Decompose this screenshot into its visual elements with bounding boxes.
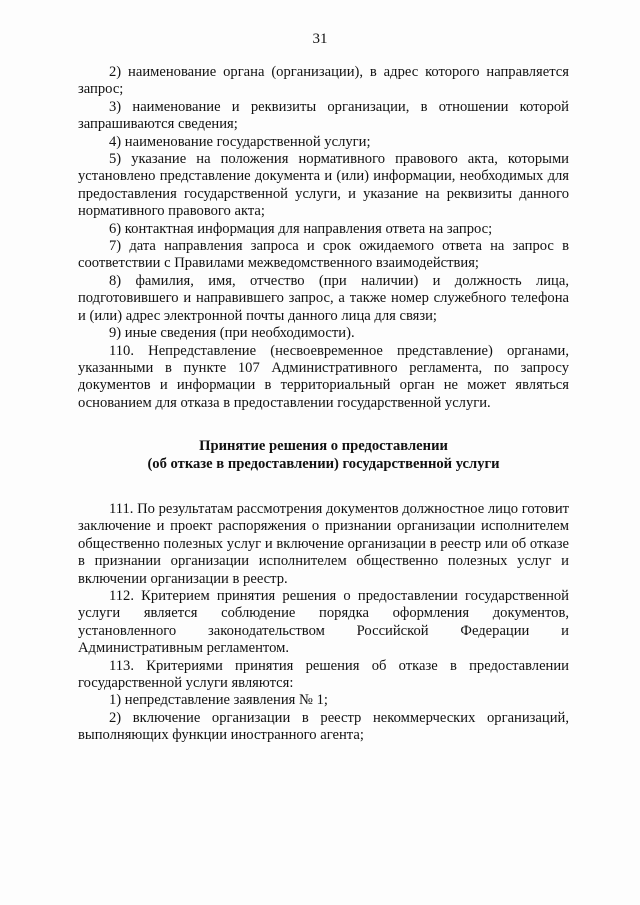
- list-item-8: 8) фамилия, имя, отчество (при наличии) и должность лица, подготовившего и направившего запрос, а также номер служебного телефона и (или) адрес электронной почты данного лица для связи;: [78, 272, 569, 324]
- refusal-criterion-2: 2) включение организации в реестр некоммерческих организаций, выполняющих функции иностранного агента;: [78, 709, 569, 744]
- list-item-6: 6) контактная информация для направления ответа на запрос;: [109, 220, 493, 237]
- clause-111: 111. По результатам рассмотрения документов должностное лицо готовит заключение и проект распоряжения о признании организации исполнителем общественно полезных услуг и включение организации в реестр или об отказе в признании организации исполнителем общественно полезных услуг и включении организации в реестр.: [78, 500, 570, 587]
- clause-110: 110. Непредставление (несвоевременное представление) органами, указанными в пункте 107 Административного регламента, по запросу документов и информации в территориальный орган не может являться основанием для отказа в предоставлении государственной услуги.: [78, 342, 569, 411]
- list-item-7: 7) дата направления запроса и срок ожидаемого ответа на запрос в соответствии с Правилами межведомственного взаимодействия;: [78, 238, 569, 272]
- clause-113: 113. Критериями принятия решения об отказе в предоставлении государственной услуги являются:: [78, 657, 569, 691]
- section-heading-line-2: (об отказе в предоставлении) государственной услуги: [147, 455, 500, 472]
- clause-112: 112. Критерием принятия решения о предоставлении государственной услуги является соблюдение порядка оформления документов, установленного законодательством Российской Федерации и Административным регламентом.: [78, 587, 569, 657]
- section-heading: [78, 438, 569, 473]
- section-heading-line-1: Принятие решения о предоставлении: [199, 438, 448, 455]
- list-item-4: 4) наименование государственной услуги;: [109, 133, 371, 150]
- page-number: 31: [312, 31, 328, 47]
- list-item-9: 9) иные сведения (при необходимости).: [109, 325, 355, 342]
- list-item-3: 3) наименование и реквизиты организации, в отношении которой запрашиваются сведения;: [78, 98, 569, 133]
- list-item-5: 5) указание на положения нормативного правового акта, которыми установлено представление документа и (или) информации, необходимых для предоставления государственной услуги, и указание на реквизиты данного нормативного правового акта;: [78, 151, 569, 220]
- refusal-criterion-1: 1) непредставление заявления № 1;: [109, 692, 328, 709]
- document-body: [78, 64, 569, 745]
- list-item-2: 2) наименование органа (организации), в адрес которого направляется запрос;: [78, 64, 569, 98]
